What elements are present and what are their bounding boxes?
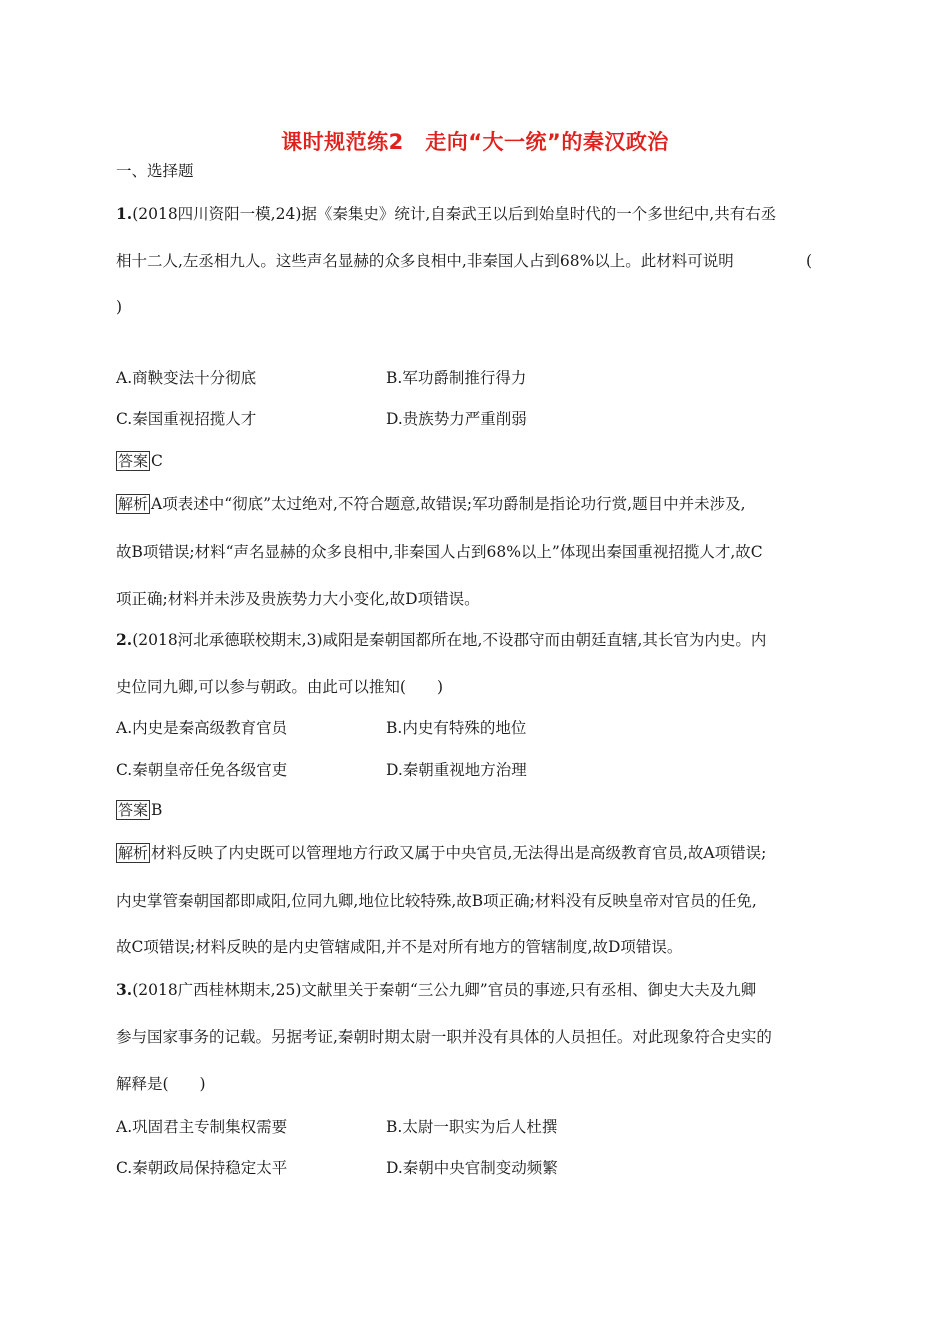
question-text: (2018四川资阳一模,24)据《秦集史》统计,自秦武王以后到始皇时代的一个多世纪中,共有右丞 bbox=[132, 205, 777, 223]
analysis-line-2: 内史掌管秦朝国都即咸阳,位同九卿,地位比较特殊,故B项正确;材料没有反映皇帝对官员的任免, bbox=[116, 892, 757, 910]
answer-tag: 答案 bbox=[118, 452, 149, 470]
option-d: D.秦朝中央官制变动频繁 bbox=[386, 1159, 558, 1177]
option-d: D.贵族势力严重削弱 bbox=[386, 410, 527, 428]
analysis-line-3: 故C项错误;材料反映的是内史管辖咸阳,并不是对所有地方的管辖制度,故D项错误。 bbox=[116, 938, 683, 956]
answer-paren-open: ( bbox=[806, 252, 813, 270]
option-a: A.商鞅变法十分彻底 bbox=[116, 369, 257, 387]
question-3-line-3: 解释是( ) bbox=[116, 1075, 206, 1093]
analysis-line-1: 解析 材料反映了内史既可以管理地方行政又属于中央官员,无法得出是高级教育官员,故A项错误; bbox=[118, 844, 767, 862]
option-b: B.太尉一职实为后人杜撰 bbox=[386, 1118, 558, 1136]
question-3-line-2: 参与国家事务的记载。另据考证,秦朝时期太尉一职并没有具体的人员担任。对此现象符合史实的 bbox=[116, 1028, 772, 1046]
answer-value: C bbox=[151, 452, 163, 470]
option-d: D.秦朝重视地方治理 bbox=[386, 761, 527, 779]
question-3-line-1 bbox=[116, 980, 756, 1000]
answer-row bbox=[116, 451, 163, 471]
analysis-line-1: 解析 A项表述中“彻底”太过绝对,不符合题意,故错误;军功爵制是指论功行赏,题目中并未涉及, bbox=[118, 495, 746, 513]
answer-tag: 答案 bbox=[118, 801, 149, 819]
analysis-line-2: 故B项错误;材料“声名显赫的众多良相中,非秦国人占到68%以上”体现出秦国重视招揽人才,故C bbox=[116, 543, 763, 561]
analysis-tag: 解析 bbox=[118, 844, 149, 862]
option-b: B.军功爵制推行得力 bbox=[386, 369, 527, 387]
question-text: (2018广西桂林期末,25)文献里关于秦朝“三公九卿”官员的事迹,只有丞相、御史大夫及九卿 bbox=[132, 981, 757, 999]
option-a: A.内史是秦高级教育官员 bbox=[116, 719, 288, 737]
question-2-line-1 bbox=[116, 630, 766, 650]
question-number: 2. bbox=[116, 630, 133, 649]
analysis-tag: 解析 bbox=[118, 495, 149, 513]
option-c: C.秦朝政局保持稳定太平 bbox=[116, 1159, 288, 1177]
option-b: B.内史有特殊的地位 bbox=[386, 719, 527, 737]
answer-value: B bbox=[151, 801, 163, 819]
question-1-line-2: 相十二人,左丞相九人。这些声名显赫的众多良相中,非秦国人占到68%以上。此材料可说明 bbox=[116, 252, 734, 270]
page-title: 课时规范练2 走向“大一统”的秦汉政治 bbox=[281, 130, 669, 154]
question-text: (2018河北承德联校期末,3)咸阳是秦朝国都所在地,不设郡守而由朝廷直辖,其长官为内史。内 bbox=[132, 631, 767, 649]
question-1-line-1 bbox=[116, 204, 776, 224]
analysis-line-3: 项正确;材料并未涉及贵族势力大小变化,故D项错误。 bbox=[116, 590, 480, 608]
section-heading: 一、选择题 bbox=[116, 162, 194, 180]
option-c: C.秦国重视招揽人才 bbox=[116, 410, 257, 428]
question-number: 3. bbox=[116, 980, 133, 999]
answer-row bbox=[116, 800, 162, 820]
answer-paren-close: ) bbox=[116, 298, 123, 316]
option-a: A.巩固君主专制集权需要 bbox=[116, 1118, 288, 1136]
option-c: C.秦朝皇帝任免各级官吏 bbox=[116, 761, 288, 779]
question-number: 1. bbox=[116, 204, 133, 223]
question-2-line-2: 史位同九卿,可以参与朝政。由此可以推知( ) bbox=[116, 678, 444, 696]
